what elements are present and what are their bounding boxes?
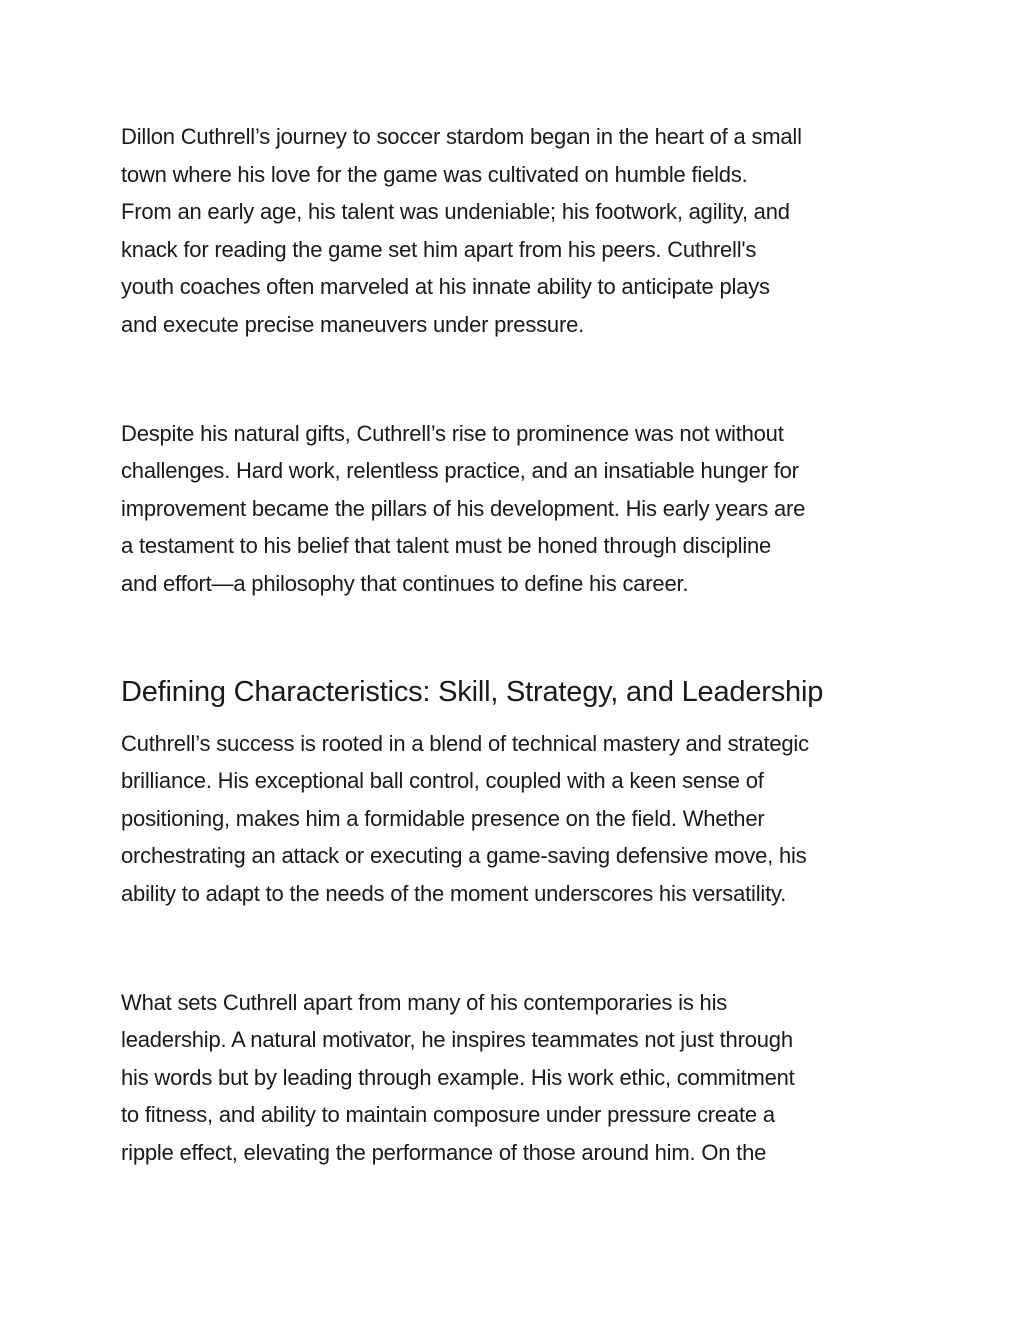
section-heading: Defining Characteristics: Skill, Strategy, and Leadership — [121, 675, 824, 708]
paragraph-early-life: Dillon Cuthrell’s journey to soccer stardom began in the heart of a small town where his love for the game was cultivated on humble fields. From an early age, his talent was undeniable; his footwork, agility, and knack for reading the game set him apart from his peers. Cuthrell's youth coaches often marveled at his innate ability to anticipate plays and execute precise maneuvers under pressure. — [121, 124, 802, 337]
paragraph-spacer — [121, 344, 921, 415]
paragraph-leadership: What sets Cuthrell apart from many of his contemporaries is his leadership. A natural motivator, he inspires teammates not just through his words but by leading through example. His work ethic, commitment to fitness, and ability to maintain composure under pressure create a ripple effect, elevating the performance of those around him. On the — [121, 989, 795, 1165]
section-spacer — [121, 603, 921, 672]
paragraph-spacer — [121, 913, 921, 984]
paragraph-challenges: Despite his natural gifts, Cuthrell’s rise to prominence was not without challenges. Hard work, relentless practice, and an insatiable hunger for improvement became the pillars of his development. His early years are a testament to his belief that talent must be honed through discipline and effort—a philosophy that continues to define his career. — [121, 420, 806, 596]
paragraph-skills: Cuthrell’s success is rooted in a blend of technical mastery and strategic brilliance. His exceptional ball control, coupled with a keen sense of positioning, makes him a formidable presence on the field. Whether orchestrating an attack or executing a game-saving defensive move, his ability to adapt to the needs of the moment underscores his versatility. — [121, 730, 809, 906]
document-body — [121, 118, 921, 1171]
heading-spacer — [121, 712, 921, 725]
